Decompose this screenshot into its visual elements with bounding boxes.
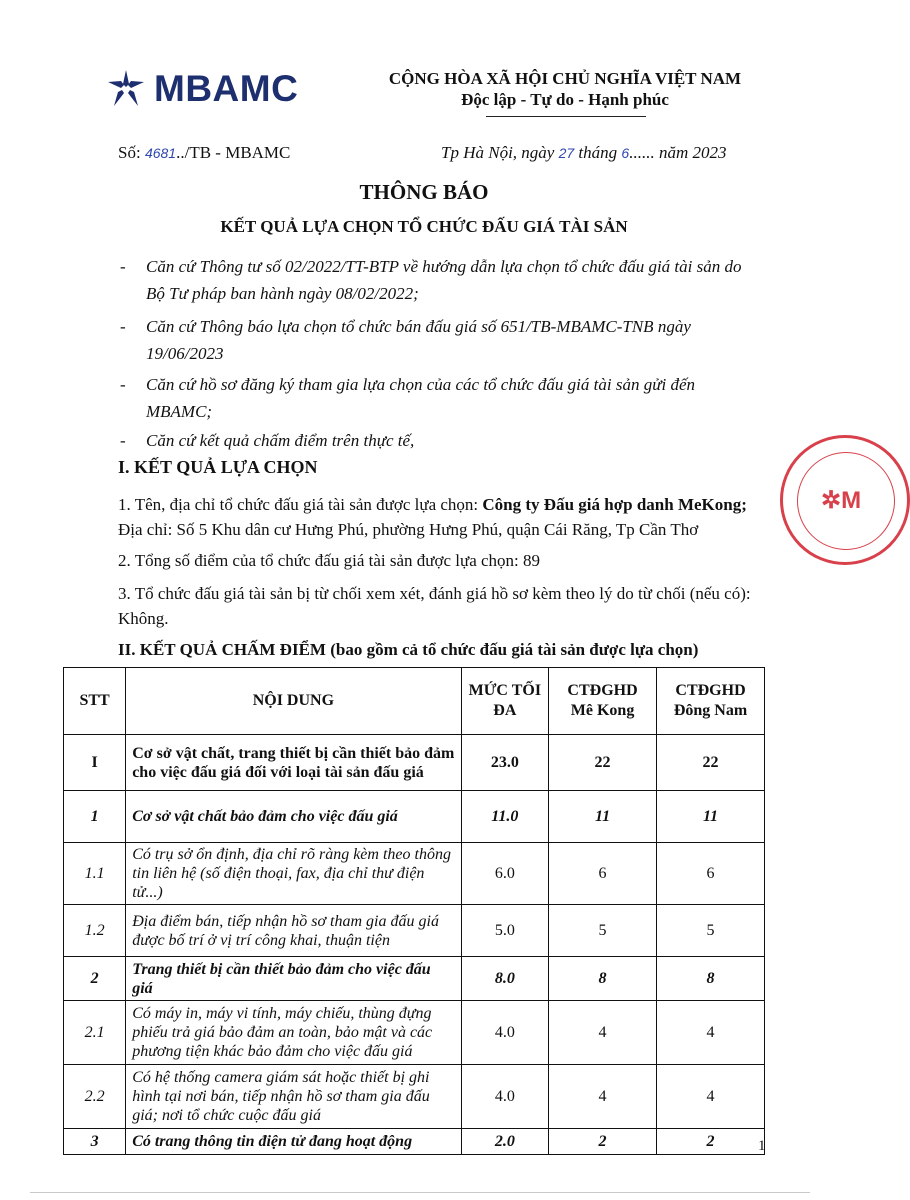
row-content: Có máy in, máy vi tính, máy chiếu, thùng đựng phiếu trả giá bảo đảm an toàn, bảo mật và các phương tiện khác bảo đảm cho việc đấu giá [126,1001,461,1065]
table-row [64,843,765,905]
basis-text: Căn cứ Thông báo lựa chọn tổ chức bán đấu giá số 651/TB-MBAMC-TNB ngày 19/06/2023 [146,317,691,363]
row-dongnam: 4 [657,1065,765,1129]
row-stt: 3 [64,1129,126,1155]
document-title: THÔNG BÁO [359,180,489,204]
result-1-address: Địa chỉ: Số 5 Khu dân cư Hưng Phú, phường Hưng Phú, quận Cái Răng, Tp Cần Thơ [118,520,699,539]
row-dongnam: 11 [657,791,765,843]
row-max: 4.0 [461,1001,549,1065]
row-dongnam: 5 [657,905,765,957]
row-stt: I [64,735,126,791]
table-row [64,791,765,843]
result-paragraph-3: 3. Tổ chức đấu giá tài sản bị từ chối xem xét, đánh giá hồ sơ kèm theo lý do từ chối (nếu có): Không. [118,584,751,628]
document-number [118,143,290,163]
row-mekong: 4 [549,1001,657,1065]
row-content: Cơ sở vật chất bảo đảm cho việc đấu giá [126,791,461,843]
row-dongnam: 8 [657,957,765,1001]
row-max: 2.0 [461,1129,549,1155]
table-row [64,957,765,1001]
doc-suffix: ../TB - MBAMC [176,143,291,162]
date-mid: tháng [574,143,622,162]
page-edge [30,1192,810,1193]
result-paragraph-2: 2. Tổng số điểm của tổ chức đấu giá tài sản được lựa chọn: 89 [118,551,541,570]
row-stt: 2.2 [64,1065,126,1129]
header-mekong: CTĐGHD Mê Kong [549,668,657,735]
date-prefix: Tp Hà Nội, ngày [441,143,559,162]
row-stt: 1.2 [64,905,126,957]
row-mekong: 11 [549,791,657,843]
row-max: 4.0 [461,1065,549,1129]
date-day-handwritten: 27 [558,145,575,161]
row-mekong: 4 [549,1065,657,1129]
row-dongnam: 2 [657,1129,765,1155]
header-content: NỘI DUNG [126,668,461,735]
republic-heading: CỘNG HÒA XÃ HỘI CHỦ NGHĨA VIỆT NAM [388,69,742,88]
date-line [441,143,726,163]
row-content: Trang thiết bị cần thiết bảo đảm cho việc đấu giá [126,957,461,1001]
basis-text: Căn cứ kết quả chấm điểm trên thực tế, [146,431,415,450]
row-max: 6.0 [461,843,549,905]
row-content: Có trang thông tin điện tử đang hoạt động [126,1129,461,1155]
row-dongnam: 4 [657,1001,765,1065]
basis-item: - Căn cứ Thông tư số 02/2022/TT-BTP về hướng dẫn lựa chọn tổ chức đấu giá tài sản do Bộ Tư pháp ban hành ngày 08/02/2022; [120,253,760,307]
result-1-text: 1. Tên, địa chỉ tổ chức đấu giá tài sản được lựa chọn: [118,495,483,514]
date-suffix: ...... năm 2023 [629,143,727,162]
row-mekong: 5 [549,905,657,957]
basis-text: Căn cứ hồ sơ đăng ký tham gia lựa chọn của các tổ chức đấu giá tài sản gửi đến MBAMC; [146,375,695,421]
row-mekong: 8 [549,957,657,1001]
basis-item: - Căn cứ Thông báo lựa chọn tổ chức bán đấu giá số 651/TB-MBAMC-TNB ngày 19/06/2023 [120,313,760,367]
score-table [63,667,765,1155]
date-month-handwritten: 6 [621,145,630,161]
page-number: 1 [758,1138,766,1154]
document-subtitle: KẾT QUẢ LỰA CHỌN TỔ CHỨC ĐẤU GIÁ TÀI SẢN [220,217,628,236]
row-max: 23.0 [461,735,549,791]
row-max: 5.0 [461,905,549,957]
row-mekong: 2 [549,1129,657,1155]
basis-item: - Căn cứ kết quả chấm điểm trên thực tế, [120,427,760,454]
row-stt: 2.1 [64,1001,126,1065]
doc-prefix: Số: [118,143,145,162]
table-row [64,905,765,957]
row-dongnam: 6 [657,843,765,905]
row-mekong: 6 [549,843,657,905]
header-dongnam: CTĐGHD Đông Nam [657,668,765,735]
basis-text: Căn cứ Thông tư số 02/2022/TT-BTP về hướng dẫn lựa chọn tổ chức đấu giá tài sản do Bộ Tư pháp ban hành ngày 08/02/2022; [146,257,742,303]
row-content: Cơ sở vật chất, trang thiết bị cần thiết bảo đảm cho việc đấu giá đối với loại tài sản đấu giá [126,735,461,791]
mbamc-star-icon [104,68,148,110]
doc-number-handwritten: 4681 [144,145,177,161]
row-content: Có trụ sở ổn định, địa chỉ rõ ràng kèm theo thông tin liên hệ (số điện thoại, fax, địa chỉ thư điện tử...) [126,843,461,905]
result-paragraph-1 [118,492,768,542]
logo-text: MBAMC [154,68,299,109]
table-row [64,1129,765,1155]
selected-organization: Công ty Đấu giá hợp danh MeKong; [482,495,747,514]
row-dongnam: 22 [657,735,765,791]
motto-underline [486,116,646,117]
row-stt: 1 [64,791,126,843]
company-seal-stamp [780,435,910,565]
mbamc-logo [104,68,298,110]
row-max: 11.0 [461,791,549,843]
table-header-row [64,668,765,735]
row-max: 8.0 [461,957,549,1001]
row-stt: 1.1 [64,843,126,905]
table-row [64,1065,765,1129]
row-stt: 2 [64,957,126,1001]
basis-item: - Căn cứ hồ sơ đăng ký tham gia lựa chọn của các tổ chức đấu giá tài sản gửi đến MBAMC; [120,371,760,425]
header-max: MỨC TỐI ĐA [461,668,549,735]
section-1-heading: I. KẾT QUẢ LỰA CHỌN [118,457,318,477]
row-content: Địa điểm bán, tiếp nhận hồ sơ tham gia đấu giá được bố trí ở vị trí công khai, thuận tiện [126,905,461,957]
header-stt: STT [64,668,126,735]
motto: Độc lập - Tự do - Hạnh phúc [461,90,669,109]
row-mekong: 22 [549,735,657,791]
seal-logo-icon: ✲M [821,487,862,514]
section-2-heading: II. KẾT QUẢ CHẤM ĐIỂM (bao gồm cả tổ chức đấu giá tài sản được lựa chọn) [118,640,699,659]
row-content: Có hệ thống camera giám sát hoặc thiết bị ghi hình tại nơi bán, tiếp nhận hồ sơ tham gia đấu giá; nơi tổ chức cuộc đấu giá [126,1065,461,1129]
table-row [64,735,765,791]
table-row [64,1001,765,1065]
